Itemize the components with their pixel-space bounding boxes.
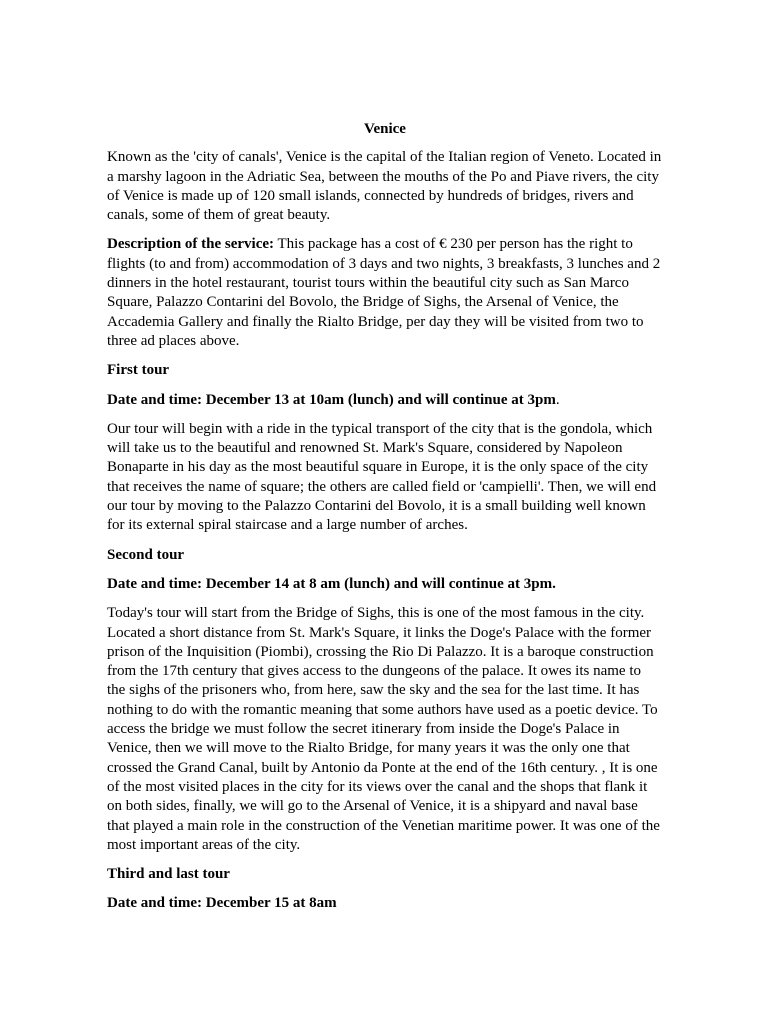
second-tour-datetime <box>107 575 663 594</box>
second-tour-datetime-label: Date and time: December 14 at 8 am (lunch) and will continue at 3pm. <box>107 575 556 592</box>
first-tour-body: Our tour will begin with a ride in the typical transport of the city that is the gondola, which will take us to the beautiful and renowned St. Mark's Square, considered by Napoleon Bonaparte in his day as the most beautiful square in Europe, it is the only space of the city that receives the name of square; the others are called field or 'campielli'. Then, we will end our tour by moving to the Palazzo Contarini del Bovolo, it is a small building well known for its external spiral staircase and a large number of arches. <box>107 420 657 534</box>
third-tour-heading: Third and last tour <box>107 866 230 883</box>
first-tour-datetime-tail: . <box>555 391 560 408</box>
service-description-text: This package has a cost of € 230 per person has the right to flights (to and from) accommodation of 3 days and two nights, 3 breakfasts, 3 lunches and 2 dinners in the hotel restaurant, tourist tours within the beautiful city such as San Marco Square, Palazzo Contarini del Bovolo, the Bridge of Sighs, the Arsenal of Venice, the Accademia Gallery and finally the Rialto Bridge, per day they will be visited from two to three ad places above. <box>107 236 661 349</box>
third-tour-datetime-label: Date and time: December 15 at 8am <box>107 895 337 912</box>
second-tour-body: Today's tour will start from the Bridge of Sighs, this is one of the most famous in the city. Located a short distance from St. Mark's Square, it links the Doge's Palace with the former prison of the Inquisition (Piombi), crossing the Rio Di Palazzo. It is a baroque construction from the 17th century that gives access to the dungeons of the palace. It owes its name to the sighs of the prisoners who, from here, saw the sky and the sea for the last time. It has nothing to do with the romantic meaning that some authors have used as a poetic device. To access the bridge we must follow the secret itinerary from inside the Doge's Palace in Venice, then we will move to the Rialto Bridge, for many years it was the only one that crossed the Grand Canal, built by Antonio da Ponte at the end of the 16th century. , It is one of the most visited places in the city for its views over the canal and the shops that flank it on both sides, finally, we will go to the Arsenal of Venice, it is a shipyard and naval base that played a main role in the construction of the Venetian maritime power. It was one of the most important areas of the city. <box>107 605 660 853</box>
second-tour-heading: Second tour <box>107 546 185 563</box>
document-title: Venice <box>364 121 406 137</box>
document-page <box>107 120 663 924</box>
first-tour-datetime <box>107 391 663 410</box>
first-tour-heading: First tour <box>107 362 170 379</box>
service-description-label: Description of the service: <box>107 236 275 253</box>
intro-paragraph: Known as the 'city of canals', Venice is the capital of the Italian region of Veneto. Located in a marshy lagoon in the Adriatic Sea, between the mouths of the Po and Piave rivers, the city of Venice is made up of 120 small islands, connected by hundreds of bridges, rivers and canals, some of them of great beauty. <box>107 149 662 224</box>
service-description-paragraph <box>107 235 663 351</box>
first-tour-datetime-label: Date and time: December 13 at 10am (lunch) and will continue at 3pm <box>107 391 556 408</box>
third-tour-datetime <box>107 894 663 913</box>
